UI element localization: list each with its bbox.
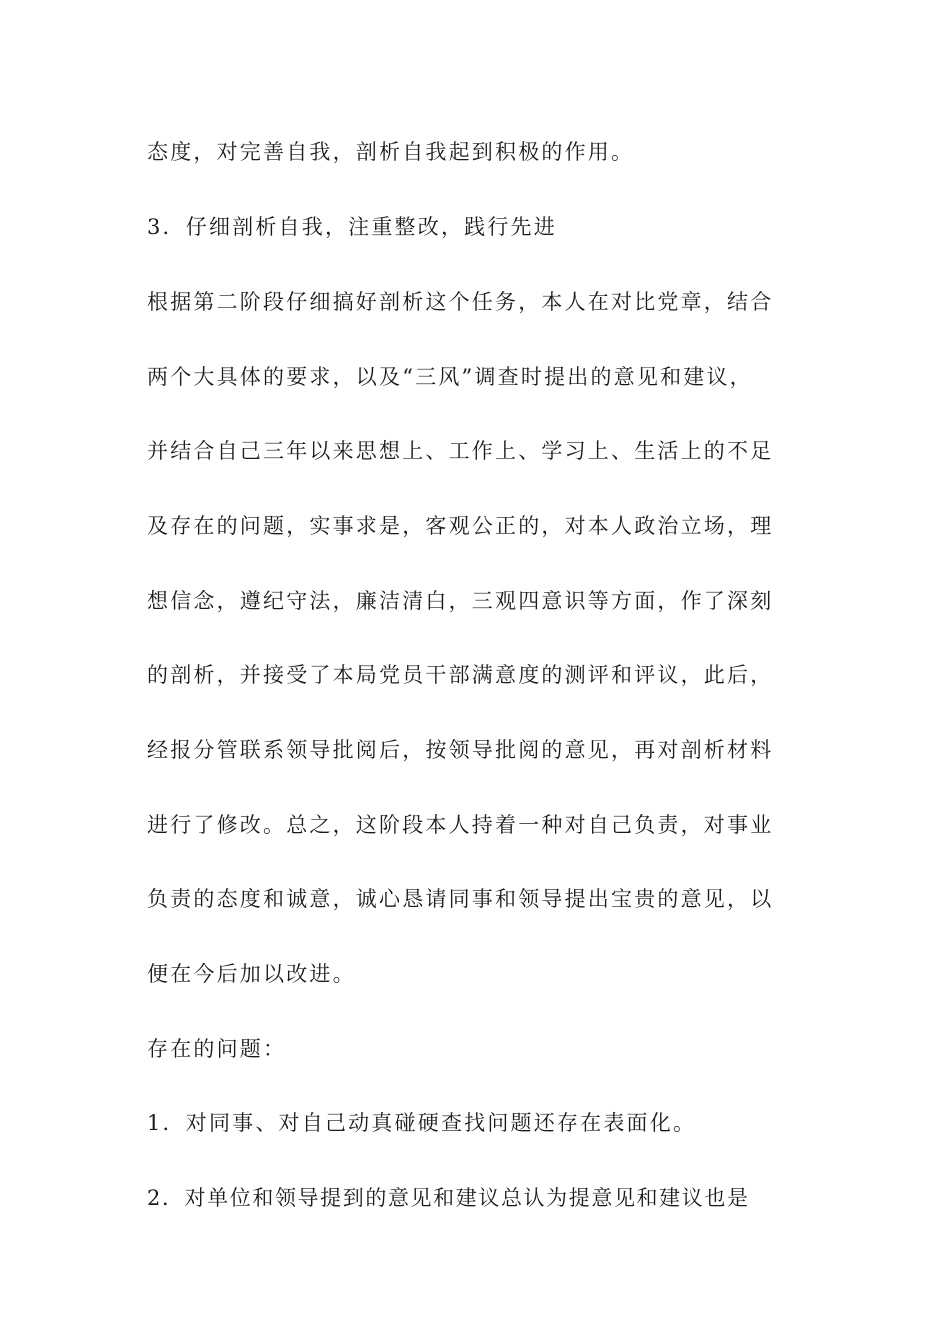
text-line-9: 经报分管联系领导批阅后，按领导批阅的意见，再对剖析材料 — [147, 738, 774, 762]
text-line-7: 想信念，遵纪守法，廉洁清白，三观四意识等方面，作了深刻 — [147, 589, 774, 613]
problem-item-1: 1．对同事、对自己动真碰硬查找问题还存在表面化。 — [147, 1111, 697, 1135]
problem-item-2: 2．对单位和领导提到的意见和建议总认为提意见和建议也是 — [147, 1186, 750, 1210]
text-line-10: 进行了修改。总之，这阶段本人持着一种对自己负责，对事业 — [147, 813, 774, 837]
text-line-8: 的剖析，并接受了本局党员干部满意度的测评和评议，此后， — [147, 663, 774, 687]
text-line-5: 并结合自己三年以来思想上、工作上、学习上、生活上的不足 — [147, 439, 774, 463]
text-line-6: 及存在的问题，实事求是，客观公正的，对本人政治立场，理 — [147, 514, 774, 538]
problems-heading: 存在的问题： — [147, 1037, 287, 1061]
text-line-3: 根据第二阶段仔细搞好剖析这个任务，本人在对比党章，结合 — [147, 290, 774, 314]
text-line-4: 两个大具体的要求，以及“三风”调查时提出的意见和建议， — [147, 365, 753, 389]
text-line-11: 负责的态度和诚意，诚心恳请同事和领导提出宝贵的意见，以 — [147, 887, 774, 911]
text-line-1: 态度，对完善自我，剖析自我起到积极的作用。 — [147, 140, 635, 164]
section-heading-3: 3．仔细剖析自我，注重整改，践行先进 — [147, 215, 557, 239]
text-line-12: 便在今后加以改进。 — [147, 962, 356, 986]
